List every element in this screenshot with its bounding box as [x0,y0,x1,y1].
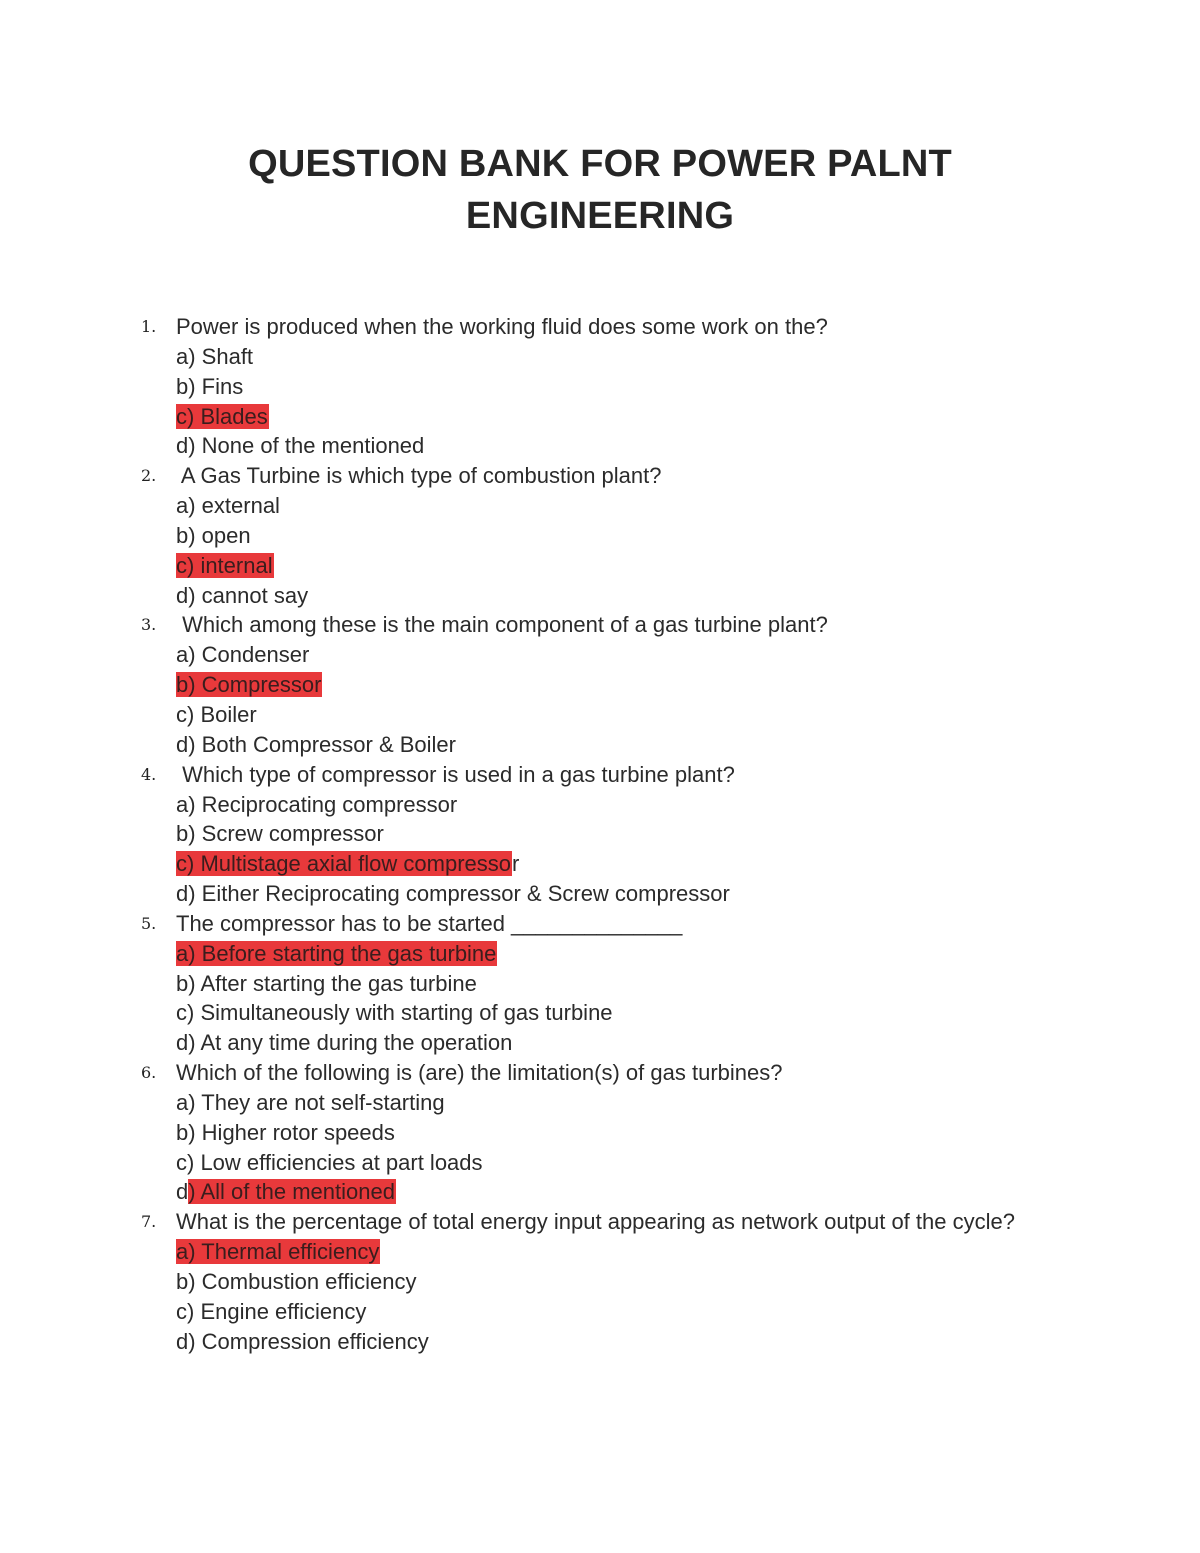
answer-option [176,640,309,670]
option-text: b) Screw compressor [176,821,384,847]
option-text: d) None of the mentioned [176,433,425,459]
option-line [0,640,1200,670]
option-line [0,1148,1200,1178]
answer-option-highlighted [176,849,519,879]
question-list [0,312,1200,1357]
option-line [0,402,1200,432]
option-text: c) Low efficiencies at part loads [176,1149,483,1175]
option-line [0,700,1200,730]
option-text: b) Fins [176,373,244,399]
option-text: c) Engine efficiency [176,1298,367,1324]
correct-answer-highlight: ) All of the mentioned [188,1179,395,1205]
option-line [0,1118,1200,1148]
question-text: The compressor has to be started ______________ [176,910,683,936]
answer-option [176,700,257,730]
option-text: b) open [176,522,251,548]
correct-answer-highlight: c) Multistage axial flow compresso [176,851,512,877]
answer-option-highlighted [176,402,269,432]
answer-option-highlighted [176,939,497,969]
option-text: c) Boiler [176,701,257,727]
correct-answer-highlight: b) Compressor [176,672,322,698]
option-text: d) Compression efficiency [176,1328,429,1354]
correct-answer-highlight: c) internal [176,552,273,578]
option-text: b) After starting the gas turbine [176,970,477,996]
option-text: d) Either Reciprocating compressor & Screw compressor [176,881,730,907]
answer-option [176,998,613,1028]
correct-answer-highlight: c) Blades [176,403,268,429]
question-number: 6. [141,1063,157,1083]
page-title [0,138,1200,242]
option-text: c) Simultaneously with starting of gas turbine [176,1000,613,1026]
option-line [0,790,1200,820]
option-line [0,1267,1200,1297]
option-line [0,1327,1200,1357]
answer-option [176,1327,429,1357]
question-6 [0,1058,1200,1088]
answer-option-highlighted [176,670,322,700]
option-text: a) Shaft [176,343,254,369]
question-text: Which type of compressor is used in a gas turbine plant? [176,761,735,787]
question-3 [0,610,1200,640]
question-5 [0,909,1200,939]
option-line [0,1028,1200,1058]
question-number: 5. [141,913,157,933]
option-line [0,939,1200,969]
question-4 [0,760,1200,790]
answer-option [176,1028,512,1058]
question-text: Which among these is the main component of a gas turbine plant? [176,612,828,638]
answer-option [176,1148,483,1178]
title-line-1: QUESTION BANK FOR POWER PALNT [248,143,952,185]
option-line [0,670,1200,700]
answer-option [176,1267,417,1297]
answer-option-highlighted [176,1177,396,1207]
answer-option [176,581,308,611]
question-1 [0,312,1200,342]
option-line [0,819,1200,849]
option-text: d) At any time during the operation [176,1030,513,1056]
option-line [0,969,1200,999]
answer-option [176,730,456,760]
answer-option [176,1118,395,1148]
answer-option [176,790,457,820]
answer-option-highlighted [176,1237,380,1267]
answer-option [176,1297,366,1327]
answer-option [176,431,424,461]
option-line [0,879,1200,909]
question-number: 2. [141,466,157,486]
answer-option [176,1088,445,1118]
answer-option [176,342,253,372]
question-text: Which of the following is (are) the limitation(s) of gas turbines? [176,1060,783,1086]
option-line [0,730,1200,760]
option-line [0,581,1200,611]
option-line [0,1237,1200,1267]
option-text: d [176,1179,189,1205]
option-line [0,849,1200,879]
answer-option [176,372,243,402]
title-line-2: ENGINEERING [465,195,735,237]
question-text: A Gas Turbine is which type of combustion plant? [176,463,662,489]
answer-option [176,491,280,521]
answer-option-highlighted [176,551,274,581]
correct-answer-highlight: a) Before starting the gas turbine [176,940,497,966]
question-number: 3. [141,615,157,635]
correct-answer-highlight: a) Thermal efficiency [176,1239,380,1265]
option-line [0,372,1200,402]
option-text: a) Condenser [176,642,310,668]
answer-option [176,969,477,999]
option-line [0,521,1200,551]
answer-option [176,879,730,909]
option-line [0,491,1200,521]
option-line [0,551,1200,581]
option-text: d) Both Compressor & Boiler [176,731,456,757]
question-number: 1. [141,317,157,336]
question-text: Power is produced when the working fluid does some work on the? [176,314,828,339]
answer-option [176,819,384,849]
option-line [0,998,1200,1028]
option-line [0,342,1200,372]
question-number: 7. [141,1212,157,1232]
question-text: What is the percentage of total energy input appearing as network output of the cycle? [176,1209,1015,1235]
option-line [0,1297,1200,1327]
option-text: d) cannot say [176,582,309,608]
option-text-tail: r [512,851,520,877]
answer-option [176,521,251,551]
option-text: b) Higher rotor speeds [176,1119,395,1145]
option-line [0,431,1200,461]
option-text: b) Combustion efficiency [176,1269,417,1294]
question-2 [0,461,1200,491]
question-number: 4. [141,764,157,784]
question-7 [0,1207,1200,1237]
option-line [0,1177,1200,1207]
option-text: a) They are not self-starting [176,1089,445,1115]
option-text: a) Reciprocating compressor [176,791,458,817]
option-text: a) external [176,493,280,519]
option-line [0,1088,1200,1118]
